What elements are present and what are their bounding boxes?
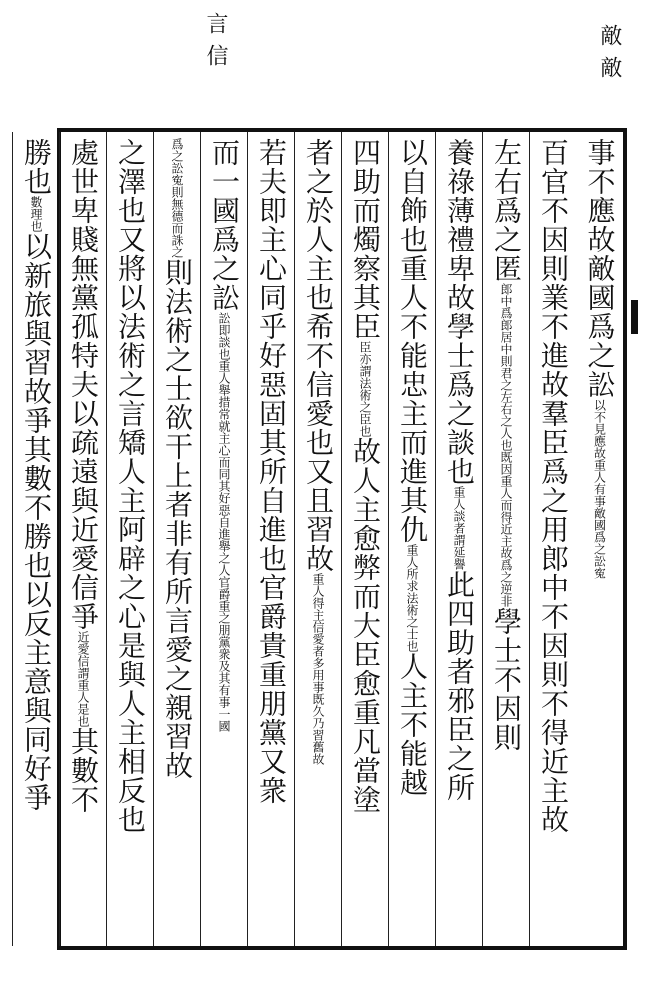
annotation-text: 重人所求法術之士也 (405, 544, 419, 652)
main-text: 處世卑賤無黨孤特夫以疏遠與近愛信爭 (67, 138, 100, 631)
margin-label-right: 敵敵 (597, 24, 622, 88)
annotation-text: 爲之訟寃則無德而誅之 (170, 138, 184, 258)
column-text (296, 132, 340, 938)
main-text: 者之於人主也希不信愛也又且習故 (302, 138, 335, 573)
column-text (578, 132, 622, 938)
main-text: 之澤也又將以法術之言矯人主阿辟之心是與人主相反也 (114, 138, 147, 834)
text-column (294, 132, 341, 946)
main-text: 學士不因則 (490, 607, 523, 752)
margin-label-left: 言信 (203, 12, 228, 76)
main-text: 勝也 (20, 138, 53, 196)
text-column (341, 132, 388, 946)
main-text: 以新旅與習故爭其數不勝也以反主意與同好爭 (20, 232, 53, 812)
column-text (437, 132, 481, 938)
main-text: 以自飾也重人不能忠主而進其仇 (396, 138, 429, 544)
main-text: 故人主愈弊而大臣愈重凡當塗 (349, 437, 382, 814)
column-text (202, 132, 246, 938)
column-text (155, 132, 199, 938)
text-column (388, 132, 435, 946)
column-text (14, 132, 58, 938)
text-column (576, 132, 623, 946)
column-text (390, 132, 434, 938)
annotation-text: 郎中爲郎居中則君之左右之人也既因重人而得近主故爲之逆非 (499, 283, 513, 607)
annotation-text: 近愛信謂重人是也 (76, 631, 90, 727)
main-text: 若夫即主心同乎好惡固其所自進也官爵貴重朋黨又衆 (255, 138, 288, 805)
text-column (529, 132, 576, 946)
main-text: 百官不因則業不進故羣臣爲之用郎中不因則不得近主故 (537, 138, 570, 834)
main-text: 而一國爲之訟 (208, 138, 241, 312)
annotation-text: 重人談者謂延譽 (452, 486, 466, 570)
annotation-text: 以不見應故重人有事敵國爲之訟寃 (592, 399, 607, 579)
text-column (435, 132, 482, 946)
text-frame (20, 128, 627, 950)
main-text: 養祿薄禮卑故學士爲之談也 (443, 138, 476, 486)
annotation-text: 訟即談也重人舉措常就主心而同其好惡自進舉之人官爵重之朋黨衆及其有事一國 (217, 312, 231, 732)
column-text (531, 132, 575, 938)
text-column (247, 132, 294, 946)
page-edge-mark (631, 300, 638, 334)
column-text (249, 132, 293, 938)
annotation-text: 重人得主信愛者多用事既久乃習舊故 (311, 573, 325, 765)
column-text (484, 132, 528, 938)
text-column (482, 132, 529, 946)
text-column (12, 132, 59, 946)
column-text (61, 132, 105, 938)
column-text (108, 132, 152, 938)
main-text: 其數不 (67, 727, 100, 814)
main-text: 此四助者邪臣之所 (443, 570, 476, 802)
main-text: 事不應故敵國爲之訟 (583, 138, 617, 399)
text-column (106, 132, 153, 946)
text-column (200, 132, 247, 946)
text-column (153, 132, 200, 946)
main-text: 人主不能越 (396, 652, 429, 797)
text-column (59, 132, 106, 946)
annotation-text: 臣亦謂法術之臣也 (358, 341, 372, 437)
main-text: 左右爲之匿 (490, 138, 523, 283)
main-text: 則法術之士欲干上者非有所言愛之親習故 (161, 258, 194, 780)
column-text (343, 132, 387, 938)
annotation-text: 數理也 (29, 196, 43, 232)
main-text: 四助而燭察其臣 (349, 138, 382, 341)
